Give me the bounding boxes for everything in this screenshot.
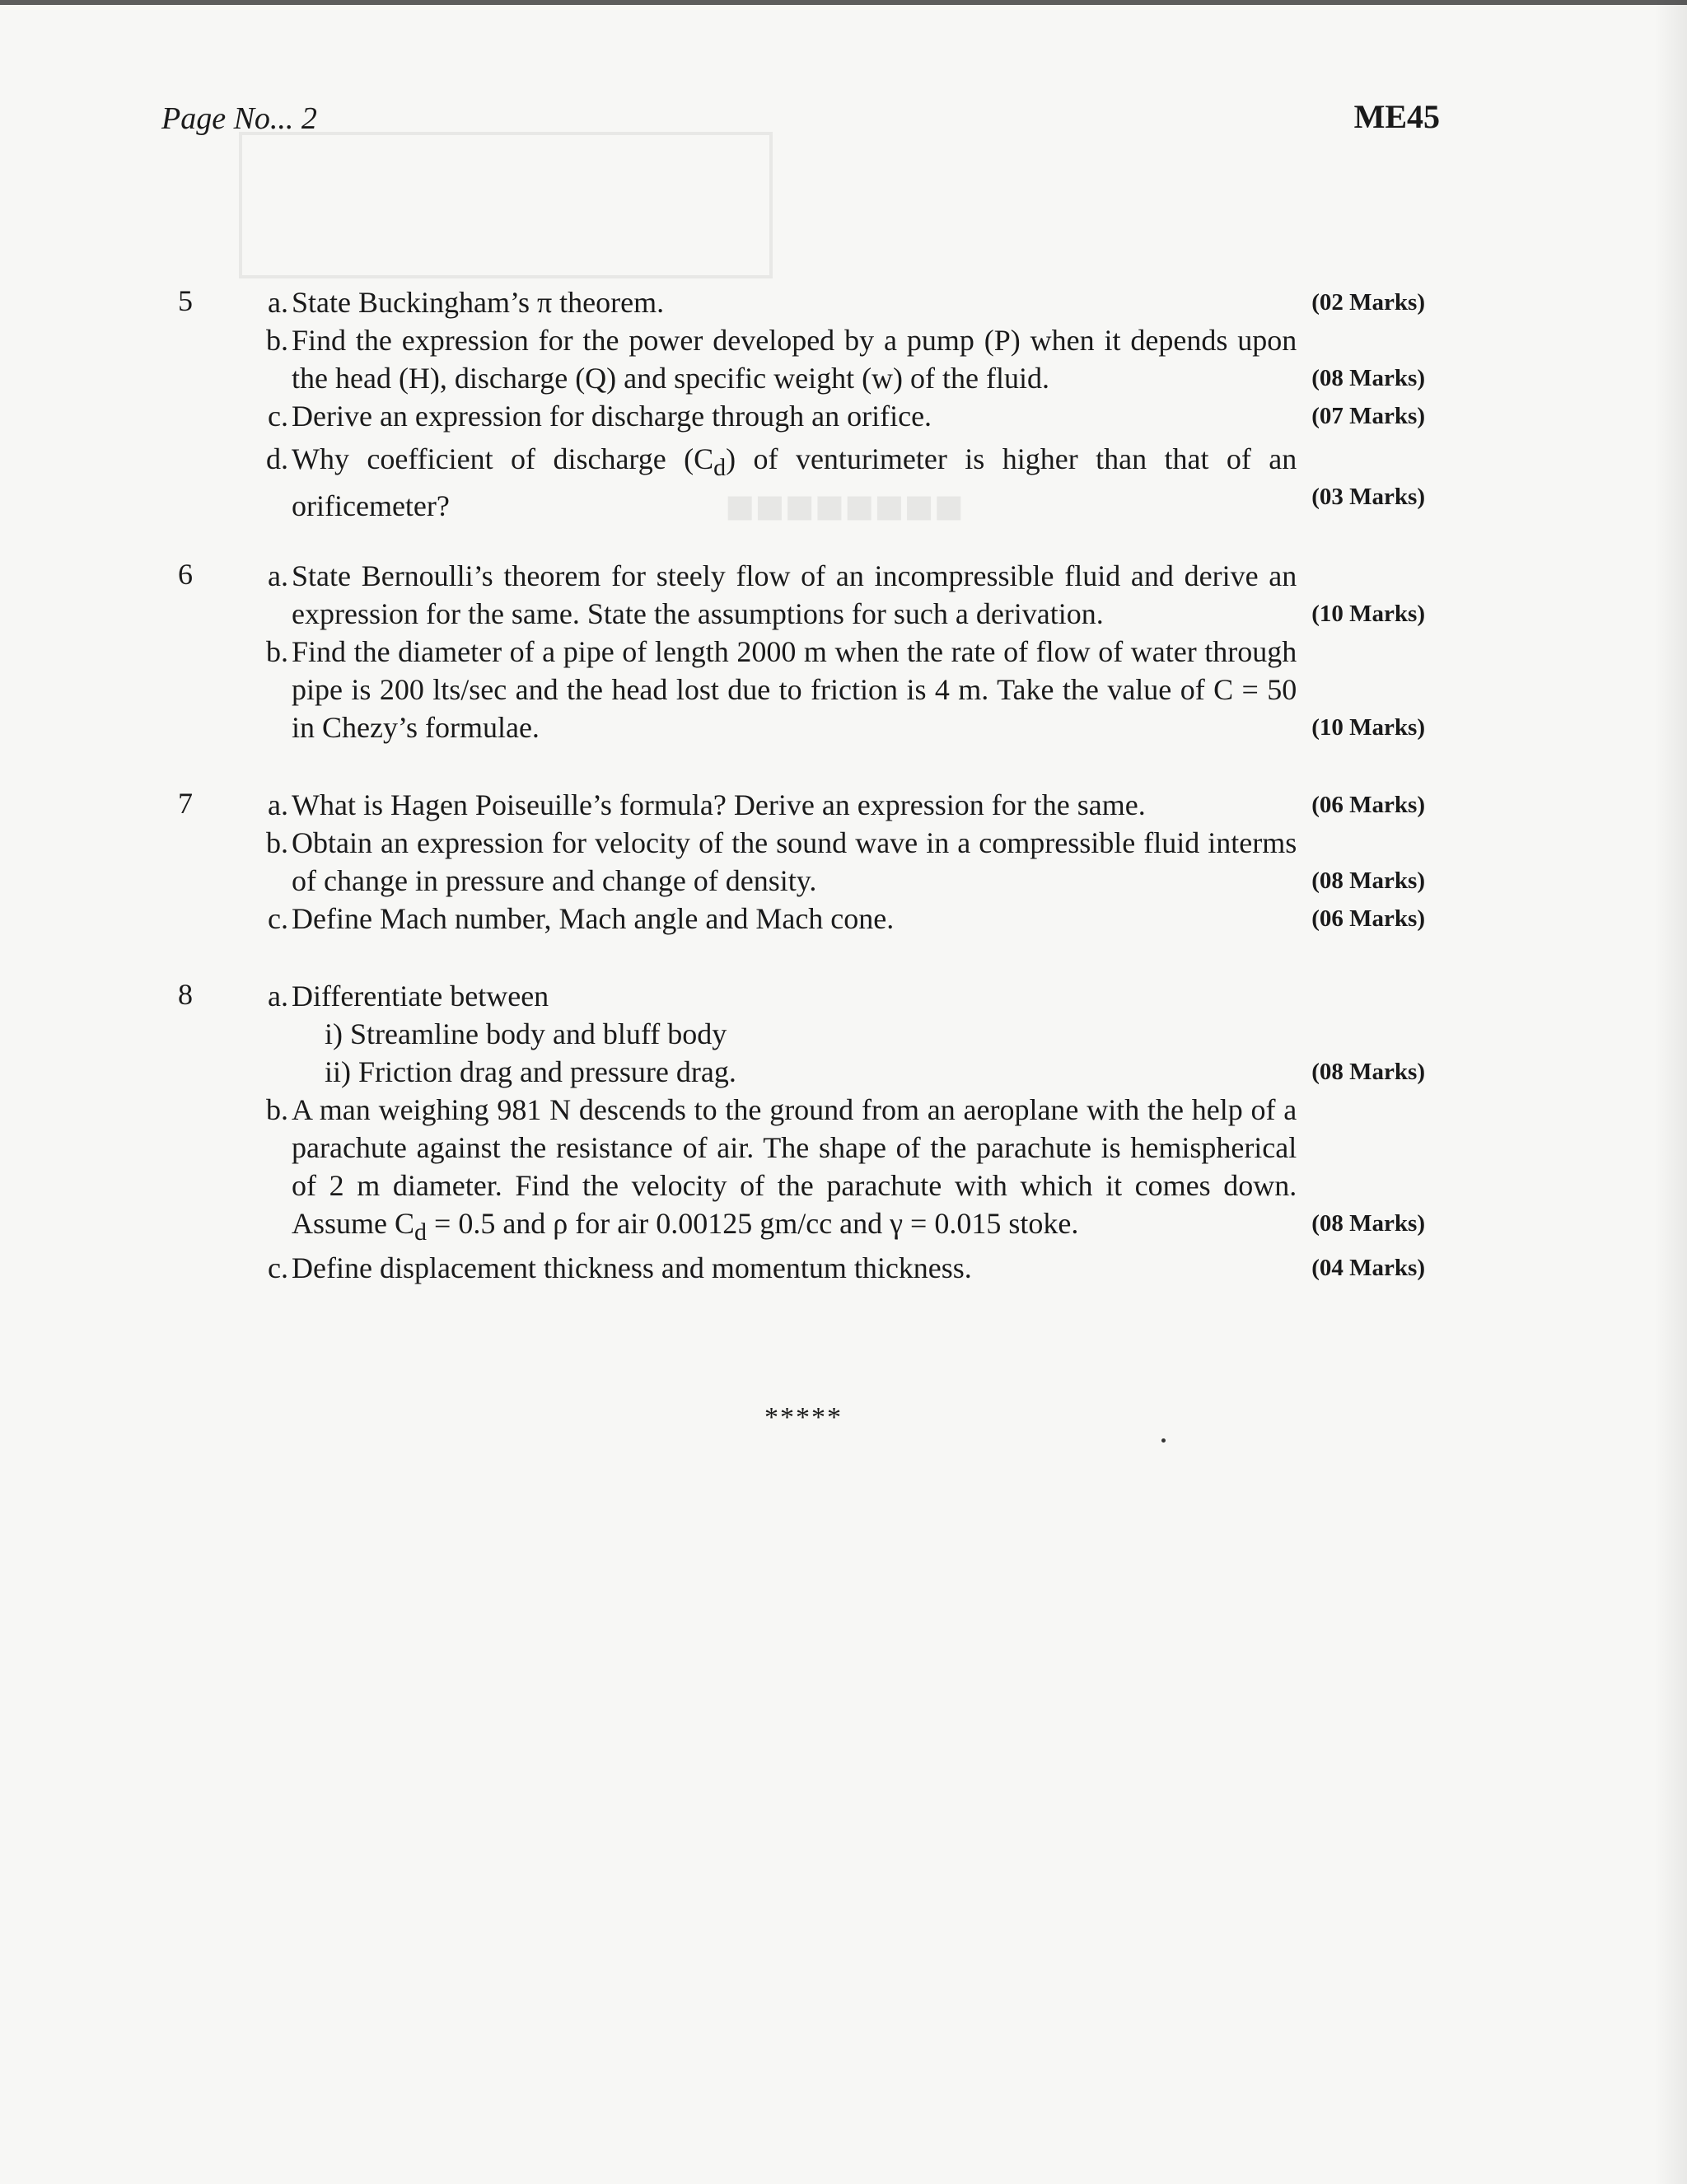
question-part: [239, 557, 1425, 633]
part-text-cont: = 0.5 and ρ for air 0.00125 gm/cc and γ = 0.015 stoke.: [427, 1207, 1079, 1240]
part-text: Obtain an expression for velocity of the sound wave in a compressible fluid interms of change in pressure and change of density.: [292, 826, 1297, 897]
marks-badge: (06 Marks): [1311, 905, 1425, 932]
question-part: [239, 397, 1425, 435]
part-text: Derive an expression for discharge through an orifice.: [292, 400, 932, 433]
question-part: [239, 1091, 1425, 1251]
marks-badge: (02 Marks): [1311, 289, 1425, 316]
subscript: d: [713, 454, 727, 482]
question-part: [239, 900, 1425, 938]
question-part: [239, 824, 1425, 900]
question-part: [239, 633, 1425, 746]
question-part: [239, 786, 1425, 824]
part-label: a.: [268, 788, 288, 821]
page-number: Page No... 2: [161, 101, 317, 136]
show-through-title: ■■■■■■■■: [725, 479, 964, 534]
marks-badge: (06 Marks): [1311, 792, 1425, 818]
sub-item: ii) Friction drag and pressure drag.: [325, 1055, 736, 1088]
question-number: 8: [178, 978, 193, 1011]
part-label: b.: [266, 1093, 288, 1126]
part-text: Why coefficient of discharge (C: [292, 442, 714, 475]
scan-speck: [1161, 1438, 1166, 1443]
question-number: 5: [178, 284, 193, 317]
part-text-cont: ) of venturimeter is higher than that of an orificemeter?: [292, 442, 1297, 523]
question-part: [239, 977, 1425, 1091]
part-label: a.: [268, 286, 288, 319]
part-label: b.: [266, 826, 288, 859]
part-text: Differentiate between: [292, 980, 549, 1012]
part-label: c.: [268, 400, 288, 433]
subscript: d: [414, 1218, 428, 1246]
question-number: 7: [178, 787, 193, 820]
show-through-box: [239, 132, 773, 278]
subject-code: ME45: [1353, 98, 1440, 135]
marks-badge: (03 Marks): [1311, 484, 1425, 510]
part-text: Define displacement thickness and momentum thickness.: [292, 1251, 972, 1284]
question-number: 6: [178, 558, 193, 591]
part-label: c.: [268, 1251, 288, 1284]
sub-item: i) Streamline body and bluff body: [325, 1017, 727, 1050]
part-text: Find the diameter of a pipe of length 2000 m when the rate of flow of water through pipe is 200 lts/sec and the head lost due to friction is 4 m. Take the value of C = 50 in Chezy’s formulae.: [292, 635, 1297, 744]
part-label: a.: [268, 980, 288, 1012]
part-label: a.: [268, 559, 288, 592]
marks-badge: (07 Marks): [1311, 403, 1425, 429]
part-label: c.: [268, 902, 288, 935]
question-part: [239, 321, 1425, 397]
part-label: b.: [266, 635, 288, 668]
part-text: What is Hagen Poiseuille’s formula? Derive an expression for the same.: [292, 788, 1146, 821]
scan-edge: [0, 0, 1687, 5]
end-marker: *****: [764, 1402, 843, 1433]
marks-badge: (04 Marks): [1311, 1255, 1425, 1281]
part-label: b.: [266, 324, 288, 357]
question-part: [239, 283, 1425, 321]
marks-badge: (08 Marks): [1311, 1059, 1425, 1085]
marks-badge: (08 Marks): [1311, 365, 1425, 391]
marks-badge: (08 Marks): [1311, 868, 1425, 894]
question-part: [239, 440, 1425, 525]
part-text: Define Mach number, Mach angle and Mach cone.: [292, 902, 895, 935]
part-text: A man weighing 981 N descends to the ground from an aeroplane with the help of a parachute against the resistance of air. The shape of the parachute is hemispherical of 2 m diameter. Find the velocity of the parachute with which it comes down. Assume C: [292, 1093, 1297, 1240]
part-text: State Buckingham’s π theorem.: [292, 286, 665, 319]
part-text: State Bernoulli’s theorem for steely flow of an incompressible fluid and derive an expression for the same. State the assumptions for such a derivation.: [292, 559, 1297, 630]
scan-shadow: [1654, 0, 1687, 2184]
part-text: Find the expression for the power developed by a pump (P) when it depends upon the head (H), discharge (Q) and specific weight (w) of the fluid.: [292, 324, 1297, 395]
part-label: d.: [266, 442, 288, 475]
question-part: [239, 1249, 1425, 1287]
marks-badge: (10 Marks): [1311, 714, 1425, 741]
marks-badge: (08 Marks): [1311, 1210, 1425, 1237]
marks-badge: (10 Marks): [1311, 601, 1425, 627]
